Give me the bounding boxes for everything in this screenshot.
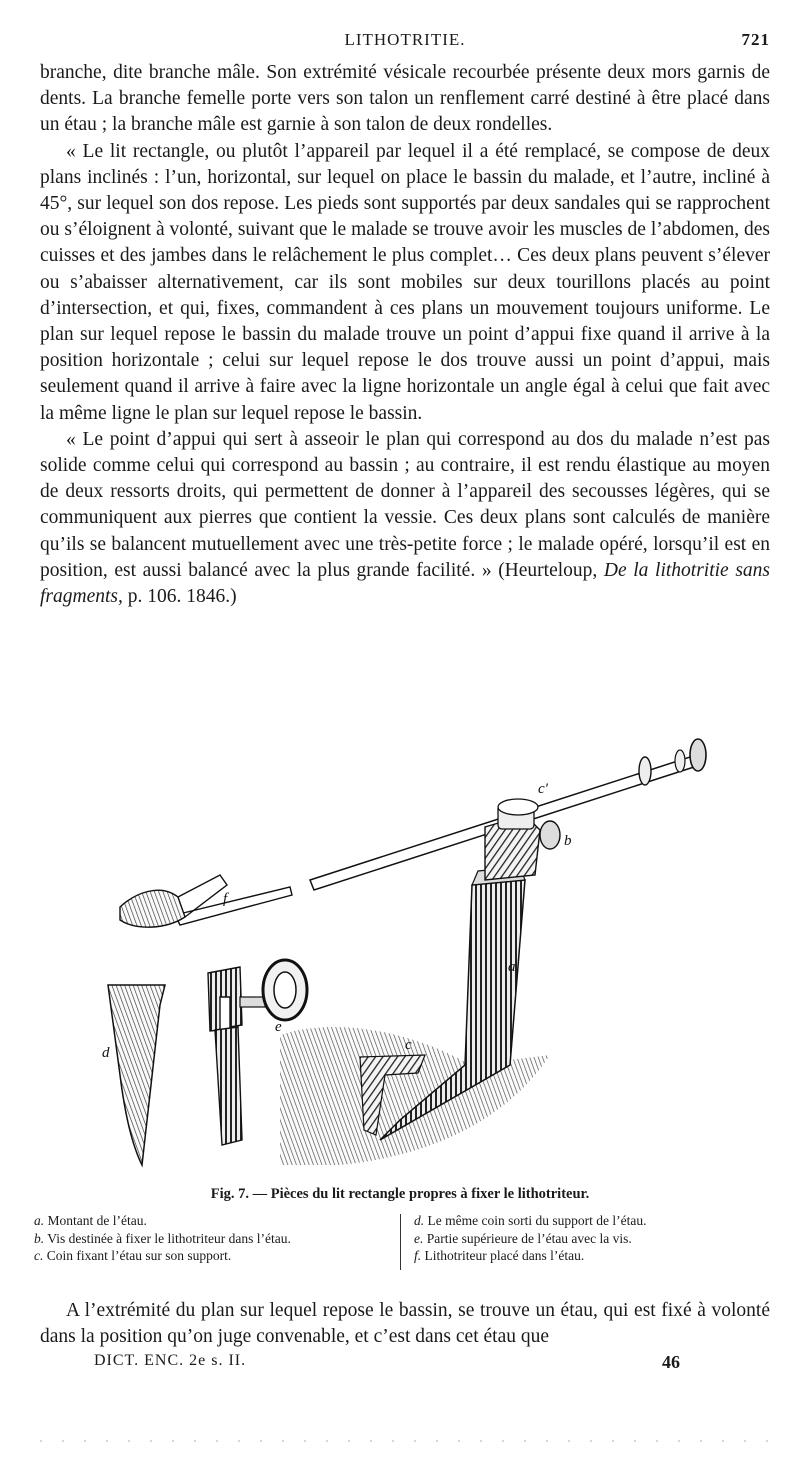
figure-label-a: a: [508, 959, 516, 975]
body-text-top: [40, 60, 770, 610]
figure-label-c: c: [405, 1037, 412, 1053]
page-number: 721: [741, 30, 770, 49]
figure-label-d: d: [102, 1045, 110, 1061]
screw-b: [540, 821, 560, 849]
legend-left-column: [34, 1212, 389, 1265]
legend-item: a. Montant de l’étau.: [34, 1213, 147, 1228]
paragraph-1: branche, dite branche mâle. Son extrémité vésicale recourbée présente deux mors garnis de dents. La branche femelle porte vers son talon un renflement carré destiné à être placé dans un étau ; la branche mâle est garnie à son talon de deux rondelles.: [40, 62, 770, 136]
wedge-d: [108, 985, 165, 1165]
legend-item: b. Vis destinée à fixer le lithotriteur dans l’étau.: [34, 1230, 291, 1246]
legend-item: f. Lithotriteur placé dans l’étau.: [414, 1248, 585, 1263]
figure-label-b: b: [564, 833, 572, 849]
paragraph-4: A l’extrémité du plan sur lequel repose le bassin, se trouve un étau, qui est fixé à volonté dans la position qu’on juge convenable, et c’est dans cet étau que: [40, 1300, 770, 1348]
lithotrite-shaft-f: [175, 887, 292, 925]
reference-title: De la lithotritie sans fragments,: [40, 559, 771, 608]
legend-divider: [400, 1214, 401, 1270]
figure-label-f: f: [223, 891, 228, 907]
legend-item: c. Coin fixant l’étau sur son support.: [34, 1248, 232, 1263]
running-title: LITHOTRITIE.: [344, 30, 466, 49]
legend-item: e. Partie supérieure de l’étau avec la vis.: [414, 1230, 632, 1246]
figure-lithotrite-vise: [80, 735, 740, 1180]
figure-label-e: e: [275, 1019, 282, 1035]
scan-noise: [40, 1440, 770, 1442]
figure-caption: Fig. 7. — Pièces du lit rectangle propres à fixer le lithotriteur.: [210, 1186, 590, 1202]
signature-number: 46: [662, 1352, 680, 1372]
paragraph-3: [40, 427, 770, 610]
reference-details: p. 106. 1846.): [122, 586, 237, 608]
paragraph-2: « Le lit rectangle, ou plutôt l’appareil par lequel il a été remplacé, se compose de deux plans inclinés : l’un, horizontal, sur lequel on place le bassin du malade, et l’autre, incliné à 45°, sur lequel son dos repose. Les pieds sont supportés par deux sandales qui se rapprochent ou s’éloignent à volonté, suivant que le malade se trouve avoir les muscles de l’abdomen, des cuisses et des jambes dans le relâchement le plus complet… Ces deux plans peuvent s’élever ou s’abaisser alternativement, car ils sont mobiles sur deux tourillons placés au point d’intersection, et qui, fixes, commandent à ces plans un mouvement toujours uniforme. Le plan sur lequel repose le bassin du malade trouve un point d’appui fixe quand il arrive à la position horizontale ; celui sur lequel repose le dos trouve aussi un point d’appui, mais seulement quand il arrive à faire avec la ligne horizontale un angle égal à celui que fait avec la même ligne le plan sur lequel repose le bassin.: [40, 140, 770, 424]
figure-legend: [34, 1212, 774, 1274]
printer-signature: DICT. ENC. 2e s. II.: [94, 1352, 247, 1369]
body-text-bottom: [40, 1298, 770, 1350]
paragraph-3-text: « Le point d’appui qui sert à asseoir le plan qui correspond au dos du malade n’est pas solide comme celui qui correspond au bassin ; au contraire, il est rendu élastique au moyen de deux ressorts droits, qui permettent de donner à l’appareil des secousses légères, qui se communiquent aux pierres que contient la vessie. Ces deux plans sont calculés de manière qu’ils se balancent mutuellement avec une très-petite force ; le malade opéré, lorsqu’il est en position, est aussi balancé avec la plus grande facilité. » (Heurteloup,: [40, 428, 770, 581]
running-head: [40, 30, 770, 56]
legend-right-column: [414, 1212, 774, 1265]
figure-label-c-prime: c': [538, 781, 548, 797]
legend-item: d. Le même coin sorti du support de l’étau.: [414, 1213, 647, 1228]
